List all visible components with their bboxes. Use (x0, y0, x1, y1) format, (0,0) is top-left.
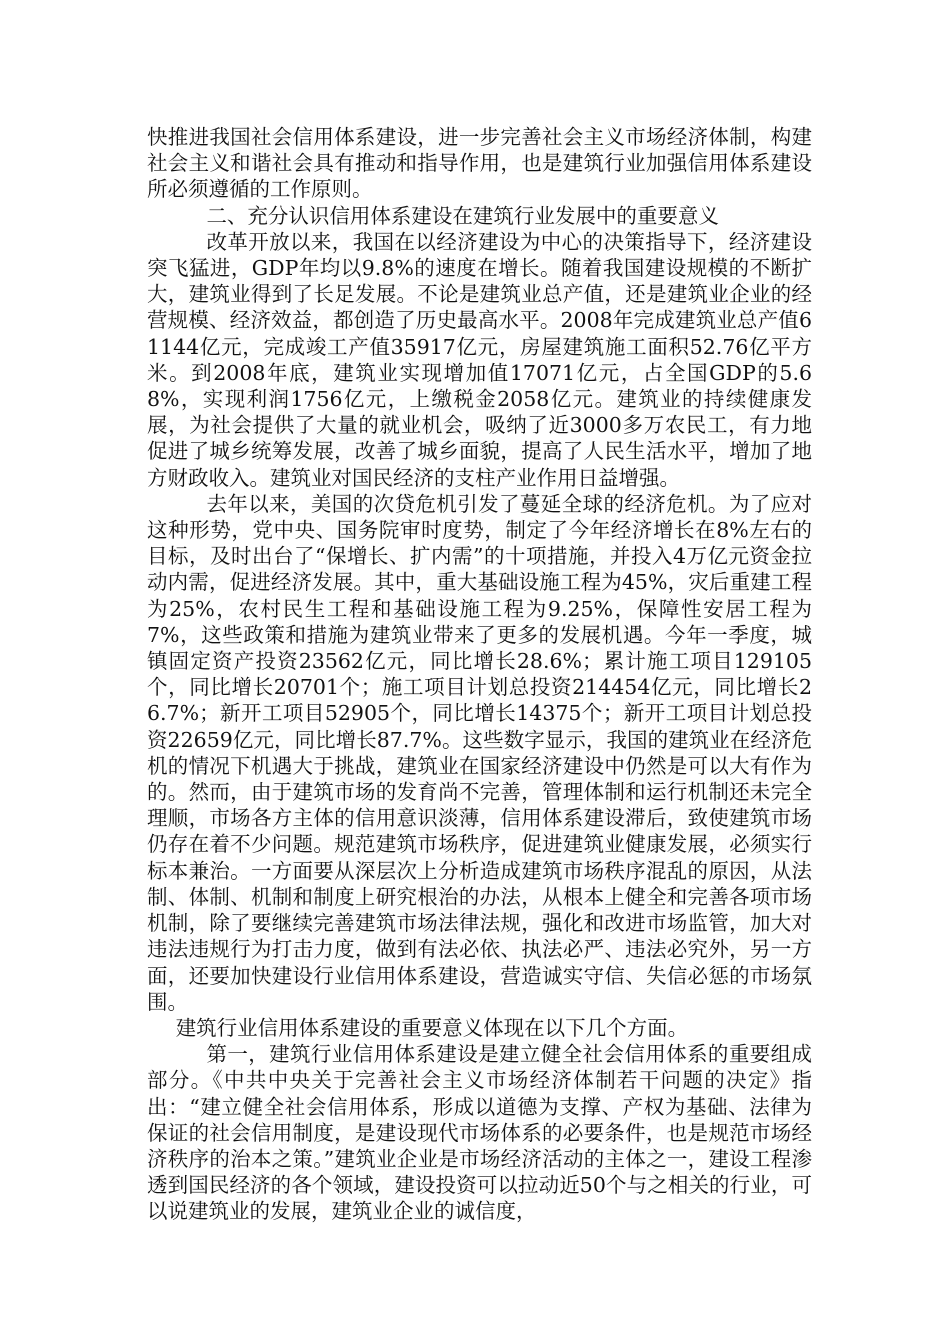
document-page (147, 124, 812, 1225)
paragraph-3: 改革开放以来，我国在以经济建设为中心的决策指导下，经济建设突飞猛进，GDP年均以9.8%的速度在增长。随着我国建设规模的不断扩大，建筑业得到了长足发展。不论是建筑业总产值，还是建筑业企业的经营规模、经济效益，都创造了历史最高水平。2008年完成建筑业总产值61144亿元，完成竣工产值35917亿元，房屋建筑施工面积52.76亿平方米。到2008年底，建筑业实现增加值17071亿元，占全国GDP的5.68%，实现利润1756亿元，上缴税金2058亿元。建筑业的持续健康发展，为社会提供了大量的就业机会，吸纳了近3000多万农民工，有力地促进了城乡统筹发展，改善了城乡面貌，提高了人民生活水平，增加了地方财政收入。建筑业对国民经济的支柱产业作用日益增强。 (147, 229, 812, 490)
paragraph-1: 快推进我国社会信用体系建设，进一步完善社会主义市场经济体制，构建社会主义和谐社会具有推动和指导作用，也是建筑行业加强信用体系建设所必须遵循的工作原则。 (147, 125, 812, 202)
paragraph-4: 去年以来，美国的次贷危机引发了蔓延全球的经济危机。为了应对这种形势，党中央、国务院审时度势，制定了今年经济增长在8%左右的目标，及时出台了“保增长、扩内需”的十项措施，并投入4万亿元资金拉动内需，促进经济发展。其中，重大基础设施工程为45%，灾后重建工程为25%，农村民生工程和基础设施工程为9.25%，保障性安居工程为7%，这些政策和措施为建筑业带来了更多的发展机遇。今年一季度，城镇固定资产投资23562亿元，同比增长28.6%；累计施工项目129105个，同比增长20701个；施工项目计划总投资214454亿元，同比增长26.7%；新开工项目52905个，同比增长14375个；新开工项目计划总投资22659亿元，同比增长87.7%。这些数字显示，我国的建筑业在经济危机的情况下机遇大于挑战，建筑业在国家经济建设中仍然是可以大有作为的。然而，由于建筑市场的发育尚不完善，管理体制和运行机制还未完全理顺，市场各方主体的信用意识淡薄，信用体系建设滞后，致使建筑市场仍存在着不少问题。规范建筑市场秩序，促进建筑业健康发展，必须实行标本兼治。一方面要从深层次上分析造成建筑市场秩序混乱的原因，从法制、体制、机制和制度上研究根治的办法，从根本上健全和完善各项市场机制，除了要继续完善建筑市场法律法规，强化和改进市场监管，加大对违法违规行为打击力度，做到有法必依、执法必严、违法必究外，另一方面，还要加快建设行业信用体系建设，营造诚实守信、失信必惩的市场氛围。 (147, 491, 812, 1014)
paragraph-5: 建筑行业信用体系建设的重要意义体现在以下几个方面。 (175, 1015, 689, 1040)
paragraph-6: 第一，建筑行业信用体系建设是建立健全社会信用体系的重要组成部分。《中共中央关于完善社会主义市场经济体制若干问题的决定》指出：“建立健全社会信用体系，形成以道德为支撑、产权为基础、法律为保证的社会信用制度，是建设现代市场体系的必要条件，也是规范市场经济秩序的治本之策。”建筑业企业是市场经济活动的主体之一，建设工程渗透到国民经济的各个领域，建设投资可以拉动近50个与之相关的行业，可以说建筑业的发展，建筑业企业的诚信度， (147, 1042, 812, 1224)
section-heading: 二、充分认识信用体系建设在建筑行业发展中的重要意义 (206, 203, 719, 228)
